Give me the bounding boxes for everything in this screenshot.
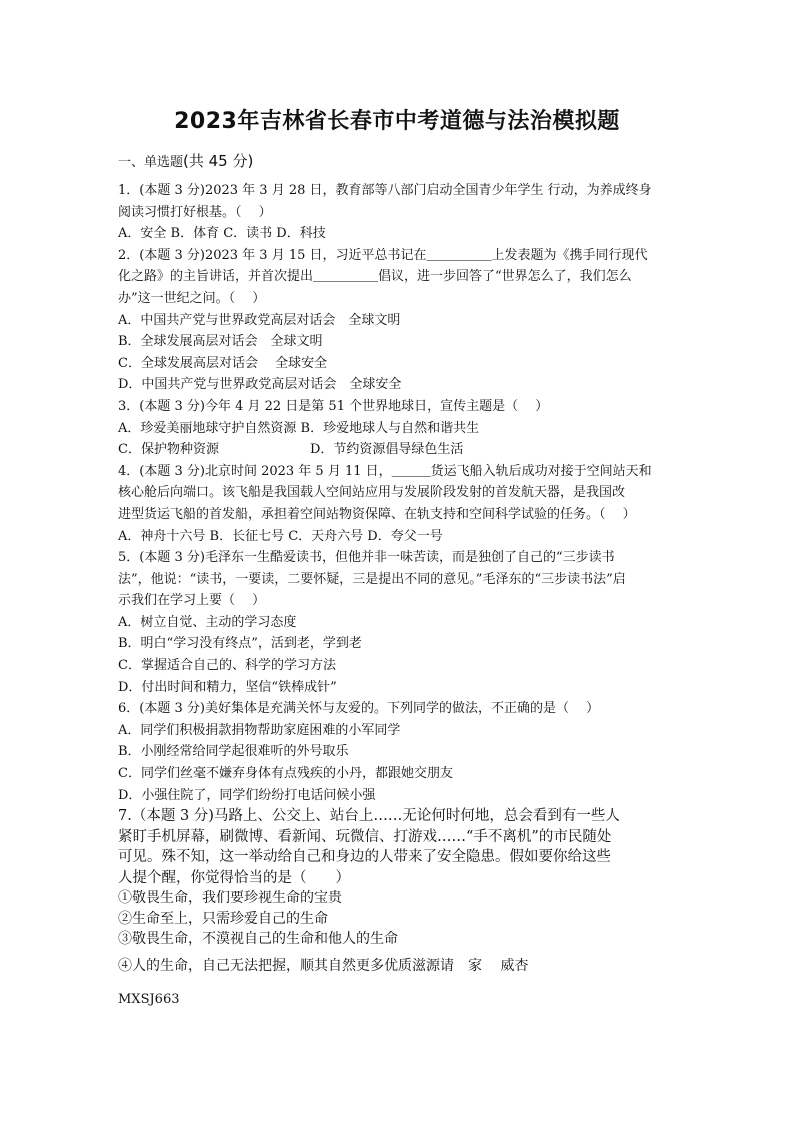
- option-line: A．树立自觉、主动的学习态度: [118, 614, 297, 630]
- option-line: C．同学们丝毫不嫌弃身体有点残疾的小丹，都跟她交朋友: [118, 766, 453, 782]
- question-line: 4．(本题 3 分)北京时间 2023 年 5 月 11 日，＿＿＿货运飞船入轨后成功对接于空间站天和: [118, 463, 652, 479]
- option-line: D．付出时间和精力，坚信“铁棒成针”: [118, 679, 337, 695]
- question-line: 示我们在学习上要（ ）: [118, 593, 266, 609]
- option-line: A．同学们积极捐款捐物帮助家庭困难的小军同学: [118, 722, 401, 738]
- question-line: 办”这一世纪之问。（ ）: [118, 290, 266, 306]
- question-line: 法”，他说：“读书，一要读，二要怀疑，三是提出不同的意见。”毛泽东的“三步读书法”启: [118, 571, 626, 587]
- option-line: ③敬畏生命，不漠视自己的生命和他人的生命: [118, 931, 398, 948]
- option-line: ①敬畏生命，我们要珍视生命的宝贵: [118, 890, 342, 907]
- question-line: 6．(本题 3 分)美好集体是充满关怀与友爱的。下列同学的做法，不正确的是（ ）: [118, 701, 600, 717]
- option-line: B．明白“学习没有终点”，活到老，学到老: [118, 636, 362, 652]
- option-line: D．小强住院了，同学们纷纷打电话问候小强: [118, 787, 376, 803]
- question-line: 化之路》的主旨讲话，并首次提出＿＿＿＿＿倡议，进一步回答了“世界怎么了，我们怎么: [118, 269, 632, 285]
- question-line: 7.（本题 3 分)马路上、公交上、站台上……无论何时何地，总会看到有一些人: [118, 808, 620, 825]
- page-title: 2023年吉林省长春市中考道德与法治模拟题: [174, 109, 620, 134]
- section-label: 一、单选题: [118, 155, 184, 170]
- option-line: A．安全 B．体育 C．读书 D．科技: [118, 226, 326, 242]
- question-line: 2．(本题 3 分)2023 年 3 月 15 日，习近平总书记在＿＿＿＿＿上发表题为《携手同行现代: [118, 247, 648, 263]
- option-line: B．小刚经常给同学起很难听的外号取乐: [118, 744, 349, 760]
- option-line: C．全球发展高层对话会 全球安全: [118, 355, 328, 371]
- option-line: C．保护物种资源 D．节约资源倡导绿色生活: [118, 442, 464, 458]
- question-line: 5．(本题 3 分)毛泽东一生酷爱读书，但他并非一味苦读，而是独创了自己的“三步读书: [118, 550, 615, 566]
- question-line: 紧盯手机屏幕，刷微博、看新闻、玩微信、打游戏……“手不离机”的市民随处: [118, 828, 612, 845]
- document-code: MXSJ663: [118, 992, 180, 1008]
- option-line: C．掌握适合自己的、科学的学习方法: [118, 658, 336, 674]
- section-score: (共 45 分): [183, 152, 254, 170]
- option-line: ④人的生命，自己无法把握，顺其自然更多优质滋源请 家 威杏: [118, 957, 529, 974]
- question-line: 3．(本题 3 分)今年 4 月 22 日是第 51 个世界地球日，宣传主题是（ ）: [118, 398, 549, 414]
- question-line: 人提个醒，你觉得恰当的是（ ）: [118, 869, 350, 886]
- question-line: 进型货运飞船的首发船，承担着空间站物资保障、在轨支持和空间科学试验的任务。（ ）: [118, 506, 636, 522]
- option-line: A．珍爱美丽地球守护自然资源 B．珍爱地球人与自然和谐共生: [118, 420, 480, 436]
- question-line: 可见。殊不知，这一举动给自己和身边的人带来了安全隐患。假如要你给这些: [118, 849, 611, 866]
- option-line: B．全球发展高层对话会 全球文明: [118, 334, 323, 350]
- question-body: [118, 180, 678, 1011]
- option-line: A．神舟十六号 B．长征七号 C．天舟六号 D．夸父一号: [118, 528, 443, 544]
- question-line: 核心舱后向端口。该飞船是我国载人空间站应用与发展阶段发射的首发航天器，是我国改: [118, 485, 626, 501]
- option-line: A．中国共产党与世界政党高层对话会 全球文明: [118, 312, 401, 328]
- option-line: D．中国共产党与世界政党高层对话会 全球安全: [118, 377, 402, 393]
- option-line: ②生命至上，只需珍爱自己的生命: [118, 910, 328, 927]
- question-line: 阅读习惯打好根基。（ ）: [118, 204, 272, 220]
- question-line: 1．(本题 3 分)2023 年 3 月 28 日，教育部等八部门启动全国青少年学生 行动，为养成终身: [118, 183, 652, 198]
- section-heading: [118, 150, 253, 171]
